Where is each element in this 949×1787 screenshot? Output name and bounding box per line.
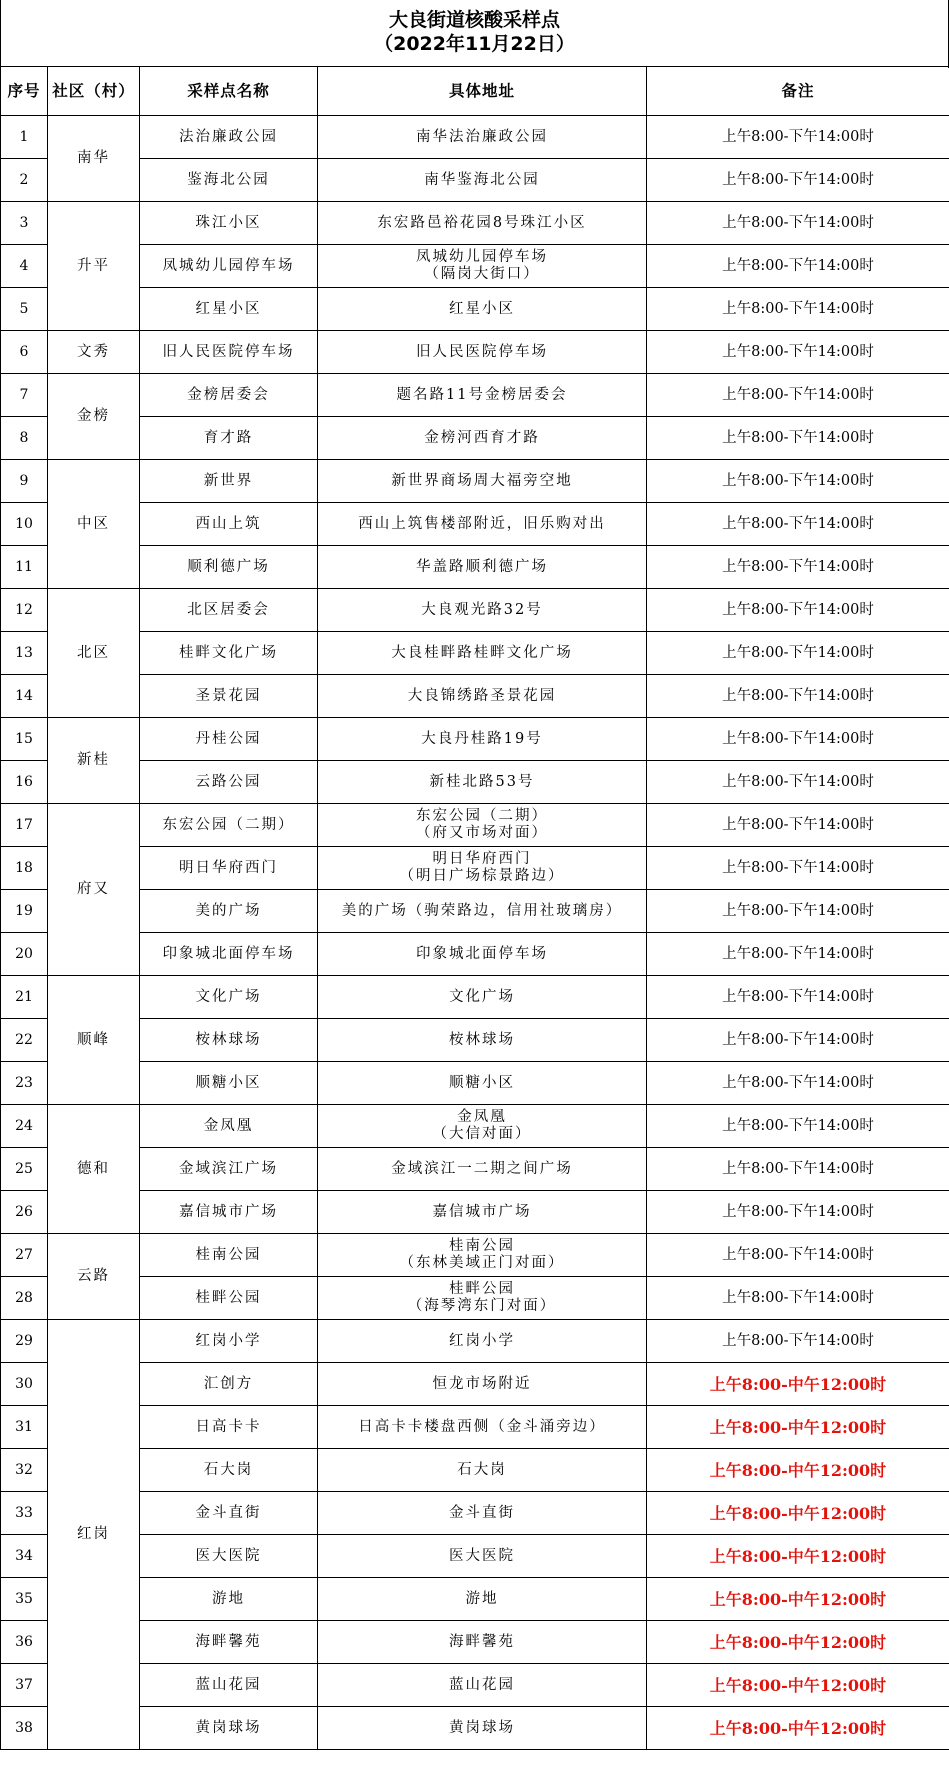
row-number: 18 (1, 847, 48, 890)
address-cell (318, 589, 647, 632)
row-number: 35 (1, 1578, 48, 1621)
site-name-cell: 红星小区 (140, 288, 318, 331)
address-line: 红星小区 (449, 300, 515, 317)
table-row (1, 331, 949, 374)
table-row (1, 503, 949, 546)
table-row (1, 202, 949, 245)
note-cell: 上午8:00-下午14:00时 (647, 976, 949, 1019)
note-cell: 上午8:00-下午14:00时 (647, 933, 949, 976)
note-cell: 上午8:00-下午14:00时 (647, 374, 949, 417)
row-number: 27 (1, 1234, 48, 1277)
sampling-sites-table (0, 66, 949, 1750)
table-row (1, 1449, 949, 1492)
table-row (1, 159, 949, 202)
table-row (1, 1191, 949, 1234)
address-line: 海畔馨苑 (449, 1633, 515, 1650)
row-number: 23 (1, 1062, 48, 1105)
note-cell: 上午8:00-下午14:00时 (647, 1019, 949, 1062)
page-subtitle: （2022年11月22日） (374, 33, 575, 55)
community-cell: 文秀 (48, 331, 140, 374)
site-name-cell: 北区居委会 (140, 589, 318, 632)
table-row (1, 1492, 949, 1535)
note-cell: 上午8:00-下午14:00时 (647, 675, 949, 718)
site-name-cell: 汇创方 (140, 1363, 318, 1406)
address-cell (318, 288, 647, 331)
table-row (1, 1277, 949, 1320)
address-cell (318, 1191, 647, 1234)
row-number: 10 (1, 503, 48, 546)
note-cell: 上午8:00-中午12:00时 (647, 1664, 949, 1707)
table-row (1, 976, 949, 1019)
address-cell (318, 890, 647, 933)
address-line: 南华鉴海北公园 (424, 171, 540, 188)
table-row (1, 1578, 949, 1621)
address-line: 东宏路邑裕花园8号珠江小区 (377, 214, 587, 231)
row-number: 16 (1, 761, 48, 804)
table-body (1, 116, 949, 1750)
row-number: 3 (1, 202, 48, 245)
note-cell: 上午8:00-下午14:00时 (647, 1277, 949, 1320)
table-row (1, 718, 949, 761)
header-cell-address: 具体地址 (318, 67, 647, 116)
row-number: 31 (1, 1406, 48, 1449)
address-cell (318, 761, 647, 804)
address-cell (318, 804, 647, 847)
site-name-cell: 丹桂公园 (140, 718, 318, 761)
note-cell: 上午8:00-下午14:00时 (647, 1191, 949, 1234)
site-name-cell: 桂畔文化广场 (140, 632, 318, 675)
community-cell: 北区 (48, 589, 140, 718)
table-row (1, 417, 949, 460)
note-cell: 上午8:00-下午14:00时 (647, 718, 949, 761)
table-row (1, 1062, 949, 1105)
note-cell: 上午8:00-中午12:00时 (647, 1449, 949, 1492)
row-number: 11 (1, 546, 48, 589)
note-cell: 上午8:00-下午14:00时 (647, 288, 949, 331)
table-row (1, 546, 949, 589)
address-line: 大良锦绣路圣景花园 (407, 687, 557, 704)
row-number: 1 (1, 116, 48, 159)
address-line: 东宏公园（二期） (416, 808, 548, 824)
row-number: 14 (1, 675, 48, 718)
site-name-cell: 蓝山花园 (140, 1664, 318, 1707)
table-row (1, 1707, 949, 1750)
site-name-cell: 桉林球场 (140, 1019, 318, 1062)
address-line: 大良观光路32号 (421, 601, 543, 618)
note-cell: 上午8:00-下午14:00时 (647, 589, 949, 632)
site-name-cell: 育才路 (140, 417, 318, 460)
address-cell (318, 1320, 647, 1363)
note-cell: 上午8:00-下午14:00时 (647, 804, 949, 847)
table-row (1, 1621, 949, 1664)
site-name-cell: 印象城北面停车场 (140, 933, 318, 976)
note-cell: 上午8:00-下午14:00时 (647, 1320, 949, 1363)
site-name-cell: 顺利德广场 (140, 546, 318, 589)
table-row (1, 804, 949, 847)
community-cell: 顺峰 (48, 976, 140, 1105)
address-line: （府又市场对面） (416, 825, 548, 841)
note-cell: 上午8:00-下午14:00时 (647, 503, 949, 546)
row-number: 24 (1, 1105, 48, 1148)
table-row (1, 116, 949, 159)
page-title: 大良街道核酸采样点 (388, 9, 560, 31)
site-name-cell: 嘉信城市广场 (140, 1191, 318, 1234)
address-line: 桉林球场 (449, 1031, 515, 1048)
address-line: （明日广场棕景路边） (399, 868, 565, 884)
address-cell (318, 1148, 647, 1191)
community-cell: 府又 (48, 804, 140, 976)
site-name-cell: 云路公园 (140, 761, 318, 804)
address-line: 日高卡卡楼盘西侧（金斗涌旁边） (358, 1418, 606, 1435)
community-cell: 德和 (48, 1105, 140, 1234)
site-name-cell: 旧人民医院停车场 (140, 331, 318, 374)
address-cell (318, 1234, 647, 1277)
address-line: 美的广场（驹荣路边，信用社玻璃房） (341, 902, 623, 919)
title-block (0, 0, 949, 68)
table-row (1, 1234, 949, 1277)
row-number: 13 (1, 632, 48, 675)
address-cell (318, 417, 647, 460)
address-line: 华盖路顺利德广场 (416, 558, 548, 575)
address-line: 游地 (465, 1590, 499, 1607)
note-cell: 上午8:00-下午14:00时 (647, 202, 949, 245)
note-cell: 上午8:00-下午14:00时 (647, 761, 949, 804)
community-cell: 南华 (48, 116, 140, 202)
table-row (1, 589, 949, 632)
row-number: 2 (1, 159, 48, 202)
address-line: 西山上筑售楼部附近，旧乐购对出 (358, 515, 606, 532)
site-name-cell: 桂畔公园 (140, 1277, 318, 1320)
site-name-cell: 珠江小区 (140, 202, 318, 245)
address-cell (318, 1492, 647, 1535)
site-name-cell: 鉴海北公园 (140, 159, 318, 202)
address-cell (318, 1449, 647, 1492)
row-number: 30 (1, 1363, 48, 1406)
note-cell: 上午8:00-中午12:00时 (647, 1578, 949, 1621)
note-cell: 上午8:00-下午14:00时 (647, 890, 949, 933)
address-line: 金榜河西育才路 (424, 429, 540, 446)
address-cell (318, 1578, 647, 1621)
row-number: 21 (1, 976, 48, 1019)
address-line: 嘉信城市广场 (432, 1203, 532, 1220)
site-name-cell: 西山上筑 (140, 503, 318, 546)
address-cell (318, 632, 647, 675)
table-row (1, 933, 949, 976)
note-cell: 上午8:00-下午14:00时 (647, 116, 949, 159)
community-cell: 升平 (48, 202, 140, 331)
address-cell (318, 1277, 647, 1320)
site-name-cell: 文化广场 (140, 976, 318, 1019)
address-line: 大良桂畔路桂畔文化广场 (391, 644, 573, 661)
header-row (1, 67, 949, 116)
address-line: 南华法治廉政公园 (416, 128, 548, 145)
row-number: 33 (1, 1492, 48, 1535)
site-name-cell: 顺糖小区 (140, 1062, 318, 1105)
address-line: 桂南公园 (449, 1238, 515, 1254)
header-cell-no: 序号 (1, 67, 48, 116)
site-name-cell: 东宏公园（二期） (140, 804, 318, 847)
note-cell: 上午8:00-中午12:00时 (647, 1707, 949, 1750)
address-line: 恒龙市场附近 (432, 1375, 532, 1392)
row-number: 20 (1, 933, 48, 976)
address-cell (318, 1621, 647, 1664)
address-cell (318, 1105, 647, 1148)
note-cell: 上午8:00-下午14:00时 (647, 1105, 949, 1148)
address-line: 明日华府西门 (432, 851, 532, 867)
address-cell (318, 1664, 647, 1707)
address-line: 文化广场 (449, 988, 515, 1005)
table-row (1, 1535, 949, 1578)
table-row (1, 632, 949, 675)
table-row (1, 288, 949, 331)
table-row (1, 675, 949, 718)
site-name-cell: 黄岗球场 (140, 1707, 318, 1750)
table-row (1, 1363, 949, 1406)
site-name-cell: 金域滨江广场 (140, 1148, 318, 1191)
address-line: 红岗小学 (449, 1332, 515, 1349)
site-name-cell: 医大医院 (140, 1535, 318, 1578)
address-cell (318, 718, 647, 761)
row-number: 34 (1, 1535, 48, 1578)
header-cell-note: 备注 (647, 67, 949, 116)
address-cell (318, 116, 647, 159)
row-number: 37 (1, 1664, 48, 1707)
site-name-cell: 法治廉政公园 (140, 116, 318, 159)
address-line: 旧人民医院停车场 (416, 343, 548, 360)
note-cell: 上午8:00-中午12:00时 (647, 1363, 949, 1406)
note-cell: 上午8:00-下午14:00时 (647, 331, 949, 374)
address-line: 顺糖小区 (449, 1074, 515, 1091)
note-cell: 上午8:00-中午12:00时 (647, 1621, 949, 1664)
address-line: 印象城北面停车场 (416, 945, 548, 962)
address-line: 大良丹桂路19号 (421, 730, 543, 747)
address-cell (318, 1019, 647, 1062)
row-number: 22 (1, 1019, 48, 1062)
site-name-cell: 红岗小学 (140, 1320, 318, 1363)
table-row (1, 890, 949, 933)
note-cell: 上午8:00-下午14:00时 (647, 546, 949, 589)
address-cell (318, 1062, 647, 1105)
row-number: 5 (1, 288, 48, 331)
address-cell (318, 245, 647, 288)
address-cell (318, 374, 647, 417)
address-line: 蓝山花园 (449, 1676, 515, 1693)
row-number: 15 (1, 718, 48, 761)
site-name-cell: 石大岗 (140, 1449, 318, 1492)
site-name-cell: 新世界 (140, 460, 318, 503)
note-cell: 上午8:00-中午12:00时 (647, 1406, 949, 1449)
site-name-cell: 圣景花园 (140, 675, 318, 718)
table-row (1, 245, 949, 288)
address-line: 医大医院 (449, 1547, 515, 1564)
address-line: 石大岗 (457, 1461, 507, 1478)
address-cell (318, 202, 647, 245)
note-cell: 上午8:00-中午12:00时 (647, 1535, 949, 1578)
table-row (1, 460, 949, 503)
note-cell: 上午8:00-下午14:00时 (647, 417, 949, 460)
address-line: 题名路11号金榜居委会 (396, 386, 568, 403)
address-cell (318, 675, 647, 718)
community-cell: 红岗 (48, 1320, 140, 1750)
row-number: 17 (1, 804, 48, 847)
address-cell (318, 1535, 647, 1578)
note-cell: 上午8:00-中午12:00时 (647, 1492, 949, 1535)
address-line: 凤城幼儿园停车场 (416, 249, 548, 265)
community-cell: 新桂 (48, 718, 140, 804)
table-row (1, 1406, 949, 1449)
site-name-cell: 海畔馨苑 (140, 1621, 318, 1664)
row-number: 28 (1, 1277, 48, 1320)
community-cell: 金榜 (48, 374, 140, 460)
row-number: 36 (1, 1621, 48, 1664)
note-cell: 上午8:00-下午14:00时 (647, 245, 949, 288)
table-row (1, 374, 949, 417)
address-cell (318, 503, 647, 546)
address-cell (318, 976, 647, 1019)
address-line: 黄岗球场 (449, 1719, 515, 1736)
note-cell: 上午8:00-下午14:00时 (647, 632, 949, 675)
table-row (1, 1664, 949, 1707)
table-row (1, 1019, 949, 1062)
address-line: （大信对面） (432, 1126, 532, 1142)
address-cell (318, 933, 647, 976)
address-cell (318, 460, 647, 503)
row-number: 26 (1, 1191, 48, 1234)
note-cell: 上午8:00-下午14:00时 (647, 1148, 949, 1191)
table-row (1, 847, 949, 890)
row-number: 19 (1, 890, 48, 933)
note-cell: 上午8:00-下午14:00时 (647, 460, 949, 503)
address-cell (318, 546, 647, 589)
row-number: 6 (1, 331, 48, 374)
site-name-cell: 明日华府西门 (140, 847, 318, 890)
address-cell (318, 1406, 647, 1449)
address-line: 金凤凰 (457, 1109, 507, 1125)
site-name-cell: 游地 (140, 1578, 318, 1621)
note-cell: 上午8:00-下午14:00时 (647, 1234, 949, 1277)
table-row (1, 1105, 949, 1148)
table-row (1, 1320, 949, 1363)
note-cell: 上午8:00-下午14:00时 (647, 159, 949, 202)
site-name-cell: 桂南公园 (140, 1234, 318, 1277)
row-number: 12 (1, 589, 48, 632)
note-cell: 上午8:00-下午14:00时 (647, 1062, 949, 1105)
row-number: 4 (1, 245, 48, 288)
address-cell (318, 1363, 647, 1406)
address-cell (318, 847, 647, 890)
header-cell-community: 社区（村） (48, 67, 140, 116)
row-number: 25 (1, 1148, 48, 1191)
site-name-cell: 美的广场 (140, 890, 318, 933)
table-row (1, 1148, 949, 1191)
site-name-cell: 凤城幼儿园停车场 (140, 245, 318, 288)
row-number: 38 (1, 1707, 48, 1750)
address-line: （海琴湾东门对面） (407, 1298, 557, 1314)
address-line: 金域滨江一二期之间广场 (391, 1160, 573, 1177)
site-name-cell: 金斗直街 (140, 1492, 318, 1535)
address-cell (318, 159, 647, 202)
address-line: 桂畔公园 (449, 1281, 515, 1297)
site-name-cell: 日高卡卡 (140, 1406, 318, 1449)
community-cell: 云路 (48, 1234, 140, 1320)
table-row (1, 761, 949, 804)
site-name-cell: 金凤凰 (140, 1105, 318, 1148)
address-line: 新桂北路53号 (429, 773, 535, 790)
address-cell (318, 1707, 647, 1750)
header-cell-site: 采样点名称 (140, 67, 318, 116)
row-number: 29 (1, 1320, 48, 1363)
site-name-cell: 金榜居委会 (140, 374, 318, 417)
row-number: 7 (1, 374, 48, 417)
address-line: 金斗直街 (449, 1504, 515, 1521)
address-line: 新世界商场周大福旁空地 (391, 472, 573, 489)
note-cell: 上午8:00-下午14:00时 (647, 847, 949, 890)
row-number: 8 (1, 417, 48, 460)
row-number: 32 (1, 1449, 48, 1492)
community-cell: 中区 (48, 460, 140, 589)
row-number: 9 (1, 460, 48, 503)
address-cell (318, 331, 647, 374)
address-line: （隔岗大街口） (424, 266, 540, 282)
address-line: （东林美域正门对面） (399, 1255, 565, 1271)
